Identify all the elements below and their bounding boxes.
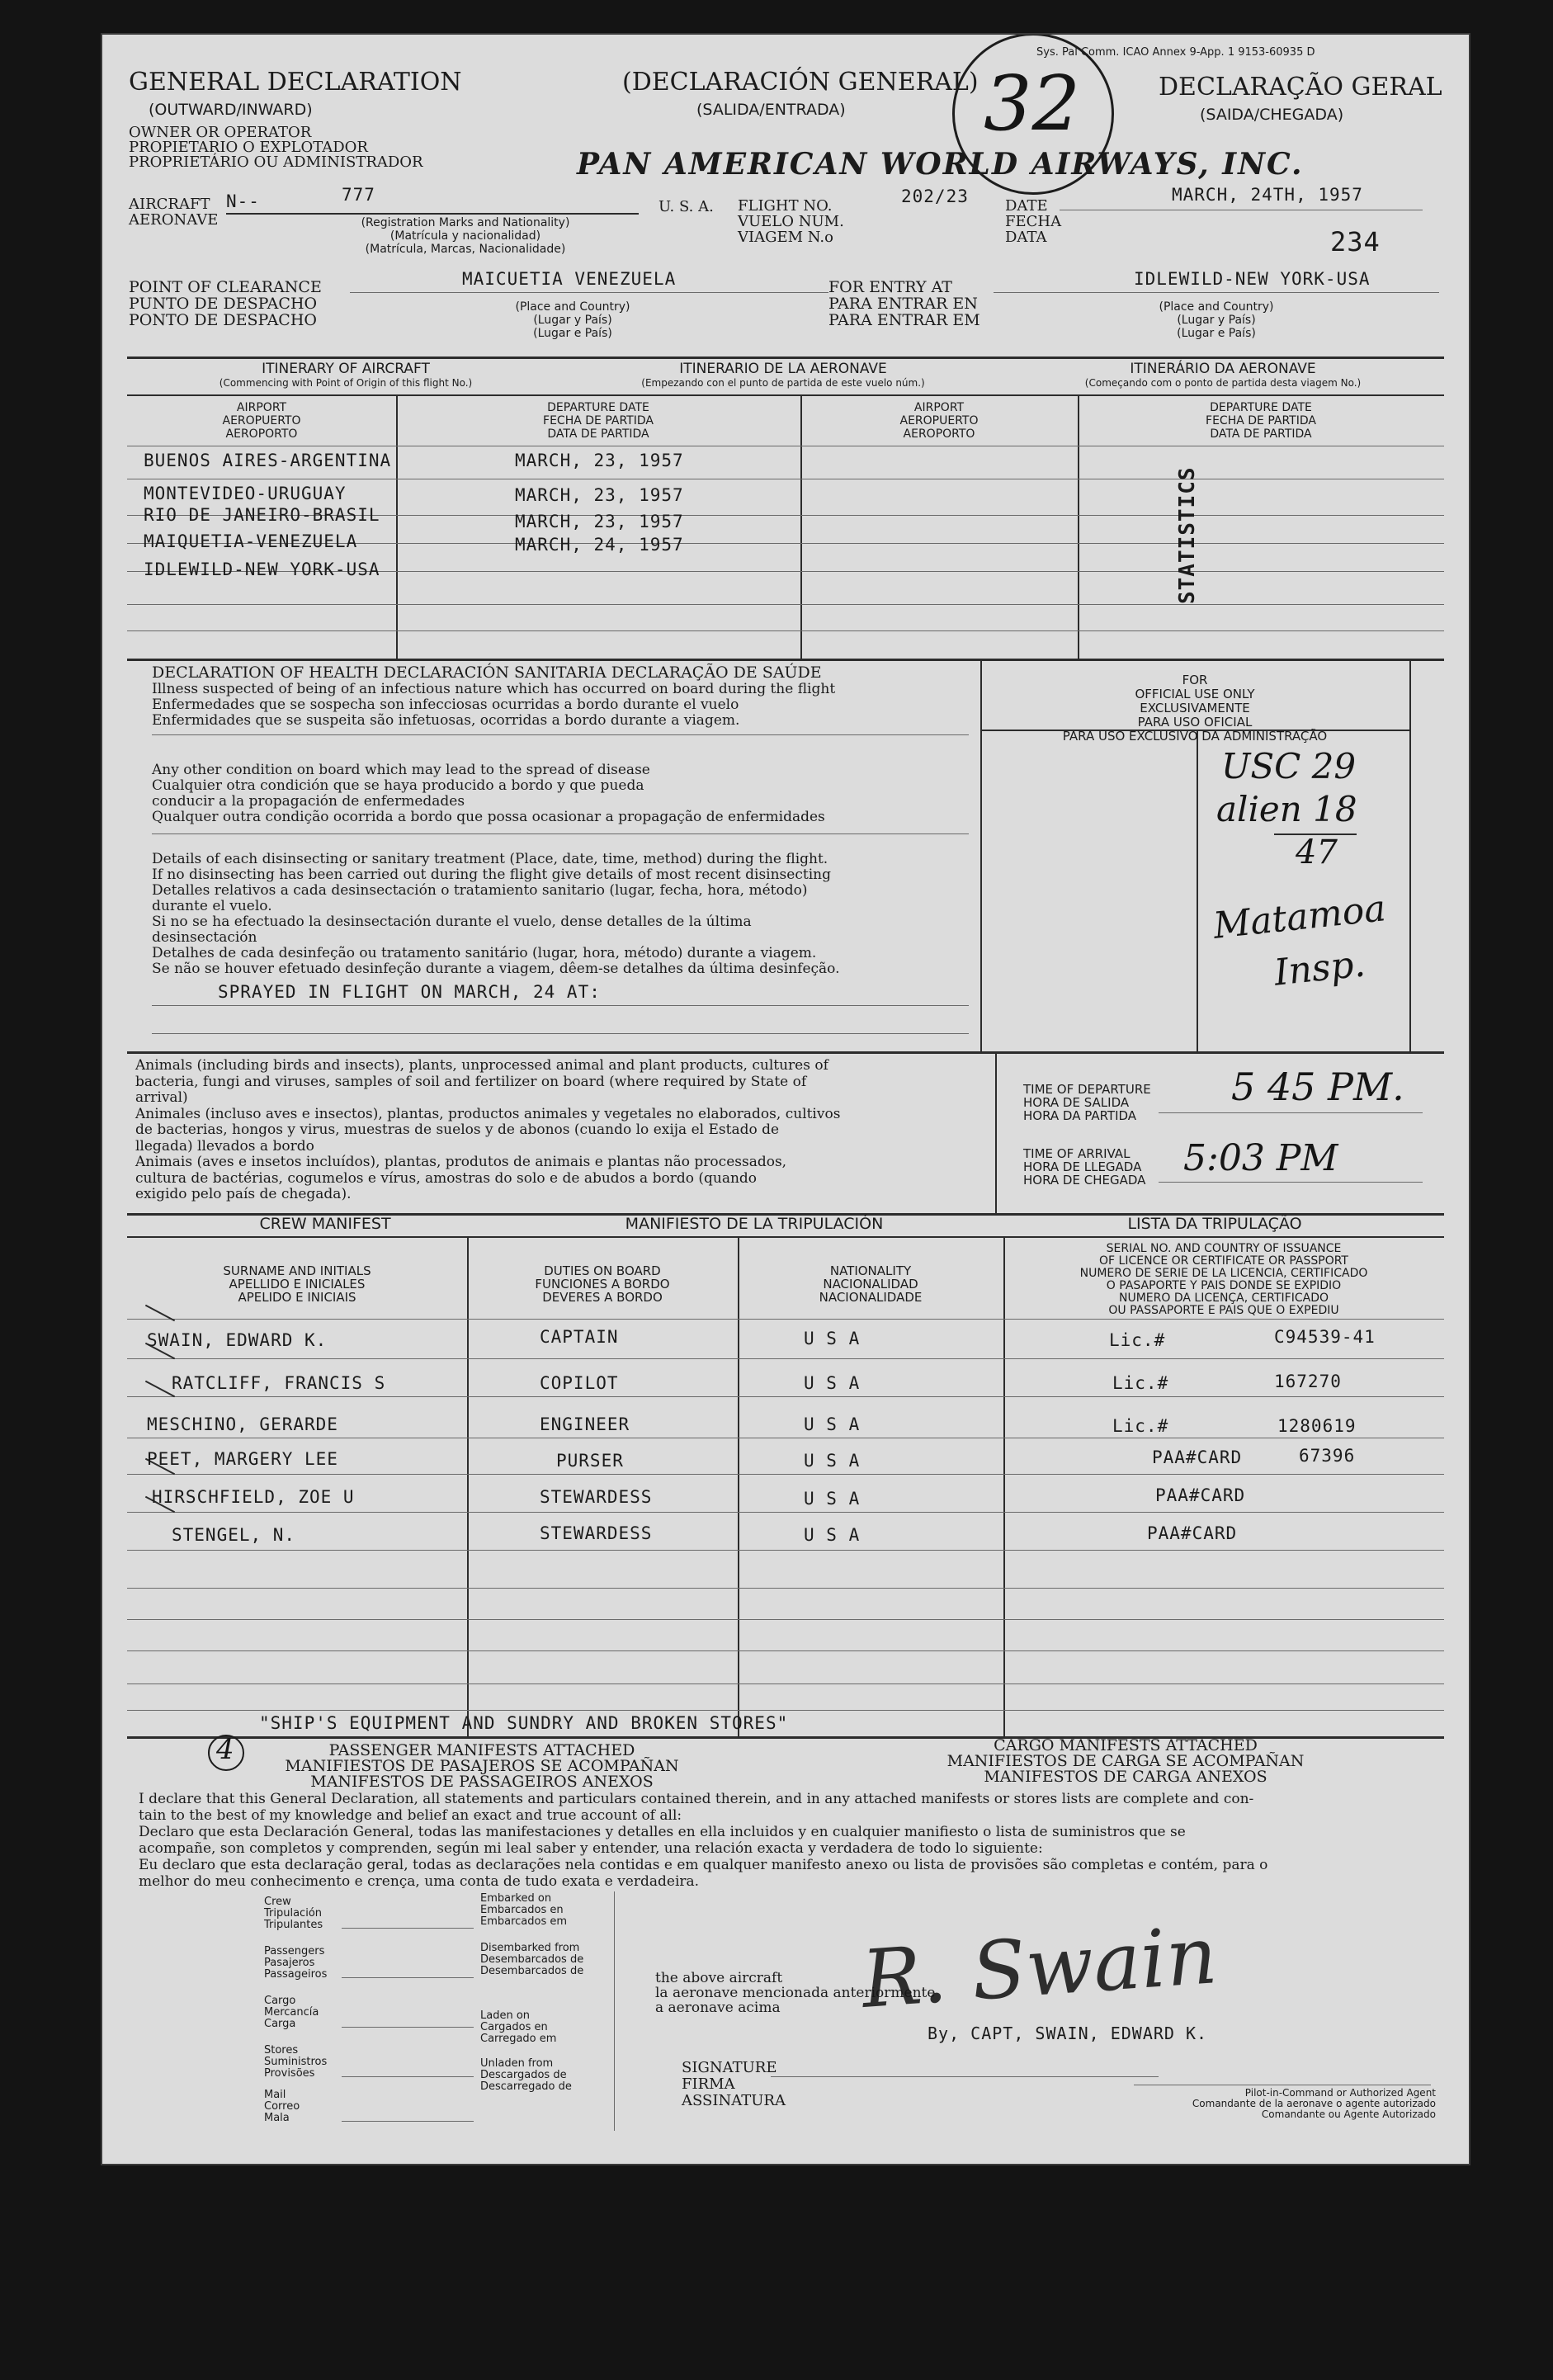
itinerary-date: MARCH, 23, 1957 xyxy=(515,512,684,531)
passenger-manifests: PASSENGER MANIFESTS ATTACHED MANIFIESTOS DE PASAJEROS SE ACOMPAÑAN MANIFESTOS DE PASSAGEIROS ANEXOS xyxy=(285,1741,679,1791)
usa-label: U. S. A. xyxy=(658,198,714,215)
crew-duty: ENGINEER xyxy=(540,1414,630,1434)
col-airport-1: AIRPORT AEROPUERTO AEROPORTO xyxy=(222,401,301,441)
subtitle-portuguese: (SAIDA/CHEGADA) xyxy=(1200,106,1344,124)
cargo-manifests: CARGO MANIFESTS ATTACHED MANIFIESTOS DE CARGA SE ACOMPAÑAN MANIFESTOS DE CARGA ANEXOS xyxy=(946,1736,1305,1786)
crew-document: PAA#CARD xyxy=(1147,1523,1238,1543)
health-title: DECLARATION OF HEALTH DECLARACIÓN SANITARIA DECLARAÇÃO DE SAÚDE xyxy=(152,663,822,682)
col-duties: DUTIES ON BOARD FUNCIONES A BORDO DEVERES A BORDO xyxy=(535,1263,670,1305)
itinerary-airport: MONTEVIDEO-URUGUAY xyxy=(144,484,347,503)
count-cargo-label: Cargo Mercancía Carga xyxy=(264,1995,319,2030)
col-serial: SERIAL NO. AND COUNTRY OF ISSUANCE OF LICENCE OR CERTIFICATE OR PASSPORT NUMERO DE SERIE DE LA LICENCIA, CERTIFICADO O PASAPORTE Y PAIS DONDE SE EXPIDIO NUMERO DA LICENÇA, CERTIFICADO OU PASSAPORTE E PAIS QUE O EXPEDIU xyxy=(1079,1242,1368,1317)
col-date-1: DEPARTURE DATE FECHA DE PARTIDA DATA DE PARTIDA xyxy=(543,401,654,441)
itinerary-heading-pt: ITINERÁRIO DA AERONAVE xyxy=(1130,361,1316,377)
official-handwriting-line-5: Insp. xyxy=(1272,942,1367,994)
count-stores-label: Stores Suministros Provisões xyxy=(264,2044,328,2080)
flight-label: FLIGHT NO. VUELO NUM. VIAGEM N.o xyxy=(738,197,844,246)
crew-nationality: U S A xyxy=(804,1489,861,1509)
arrival-time-label: TIME OF ARRIVAL HORA DE LLEGADA HORA DE CHEGADA xyxy=(1023,1146,1146,1188)
title-portuguese: DECLARAÇÃO GERAL xyxy=(1159,73,1442,102)
crew-document-number: 167270 xyxy=(1274,1372,1342,1391)
crew-name: RATCLIFF, FRANCIS S xyxy=(172,1373,386,1393)
crew-document-number: 1280619 xyxy=(1277,1416,1357,1436)
crew-name: SWAIN, EDWARD K. xyxy=(147,1330,328,1350)
crew-name: STENGEL, N. xyxy=(172,1525,296,1545)
official-use-label: FOR OFFICIAL USE ONLY EXCLUSIVAMENTE PARA USO OFICIAL PARA USO EXCLUSIVO DA ADMINISTRAÇÃO xyxy=(1062,673,1328,744)
circled-count: 4 xyxy=(216,1733,234,1766)
crew-nationality: U S A xyxy=(804,1451,861,1471)
aircraft-registration: 777 xyxy=(342,185,375,205)
captain-signature: R. Swain xyxy=(858,1909,1220,2026)
itinerary-heading-en: ITINERARY OF AIRCRAFT xyxy=(262,361,430,377)
crew-nationality: U S A xyxy=(804,1329,861,1348)
crew-nationality: U S A xyxy=(804,1414,861,1434)
itinerary-airport: BUENOS AIRES-ARGENTINA xyxy=(144,451,392,470)
registration-note: (Registration Marks and Nationality) (Matrícula y nacionalidad) (Matrícula, Marcas, Nacionalidade) xyxy=(361,216,570,256)
col-surname: SURNAME AND INITIALS APELLIDO E INICIALES APELIDO E INICIAIS xyxy=(223,1263,371,1305)
crew-name: MESCHINO, GERARDE xyxy=(147,1414,338,1434)
embarked-label: Embarked on Embarcados en Embarcados em xyxy=(480,1892,568,1928)
crew-document: Lic.# xyxy=(1112,1416,1169,1436)
entry-place-note: (Place and Country) (Lugar y País) (Lugar e País) xyxy=(1159,300,1274,340)
crew-document: PAA#CARD xyxy=(1155,1485,1246,1505)
clearance-value: MAICUETIA VENEZUELA xyxy=(462,269,677,289)
crew-name: PEET, MARGERY LEE xyxy=(147,1449,338,1469)
official-handwriting-line-3: 47 xyxy=(1296,833,1338,871)
itinerary-note-en: (Commencing with Point of Origin of this flight No.) xyxy=(219,377,473,389)
itinerary-note-es: (Empezando con el punto de partida de este vuelo núm.) xyxy=(641,377,925,389)
crew-heading-es: MANIFIESTO DE LA TRIPULACIÓN xyxy=(625,1215,884,1233)
owner-label: OWNER OR OPERATOR PROPIETARIO O EXPLOTADOR PROPRIETÁRIO OU ADMINISTRADOR xyxy=(129,124,423,171)
crew-document-number: C94539-41 xyxy=(1274,1327,1376,1347)
above-aircraft-label: the above aircraft la aeronave mencionada anteriormente a aeronave acima xyxy=(655,1970,936,2016)
date-label: DATE FECHA DATA xyxy=(1005,197,1062,246)
itinerary-date: MARCH, 23, 1957 xyxy=(515,451,684,470)
operator-name: PAN AMERICAN WORLD AIRWAYS, INC. xyxy=(577,147,1304,182)
crew-duty: STEWARDESS xyxy=(540,1523,653,1543)
signature-label: SIGNATURE FIRMA ASSINATURA xyxy=(682,2059,786,2109)
form-reference: Sys. Pal Comm. ICAO Annex 9-App. 1 9153-60935 D xyxy=(1036,46,1315,59)
pilot-authorized-note: Pilot-in-Command or Authorized Agent Comandante de la aeronave o agente autorizado Comandante ou Agente Autorizado xyxy=(1192,2087,1436,2120)
declaration-statement: I declare that this General Declaration, all statements and particulars contained therein, and in any attached manifests or stores lists are complete and con- tain to the best of my knowledge and belief an exact and true account of all: Declaro que esta Declaración General, todas las manifestaciones y detalles en ella incluidos y en cualquier manifiesto o lista de suministros que se acompañe, son completos y comprenden, según mi leal saber y entender, una relación exacta y verdadera de todo lo siguiente: Eu declaro que esta declaração geral, todas as declarações nela contidas e em qualquer manifesto anexo ou lista de provisões são completas e contém, para o melhor do meu conhecimento e crença, uma conta de tudo exata e verdadeira. xyxy=(139,1791,1268,1890)
sprayed-entry: SPRAYED IN FLIGHT ON MARCH, 24 AT: xyxy=(218,982,601,1002)
arrival-time: 5:03 PM xyxy=(1183,1137,1338,1179)
health-paragraph-disinsecting: Details of each disinsecting or sanitary treatment (Place, date, time, method) during the flight. If no disinsecting has been carried out during the flight give details of most recent disinsecting Detalles relativos a cada desinsectación o tratamiento sanitario (lugar, fecha, hora, método) durante el vuelo. Si no se ha efectuado la desinsectación durante el vuelo, dense detalles de la última desinsectación Detalhes de cada desinfeção ou tratamento sanitário (lugar, hora, método) durante a viagem. Se não se houver efetuado desinfeção durante a viagem, dêem-se detalhes da última desinfeção. xyxy=(152,851,840,977)
health-paragraph-condition: Any other condition on board which may lead to the spread of disease Cualquier otra condición que se haya producido a bordo y que pueda conducir a la propagación de enfermedades Qualquer outra condição ocorrida a bordo que possa ocasionar a propagação de enfermidades xyxy=(152,762,825,825)
subtitle-english: (OUTWARD/INWARD) xyxy=(149,101,313,119)
statistics-stamp: STATISTICS xyxy=(1175,466,1200,604)
crew-duty: PURSER xyxy=(556,1451,624,1471)
animals-paragraph: Animals (including birds and insects), plants, unprocessed animal and plant products, cultures of bacteria, fungi and viruses, samples of soil and fertilizer on board (where required by State of arrival) Animales (incluso aves e insectos), plantas, productos animales y vegetales no elaborados, cultivos de bacterias, hongos y virus, muestras de suelos y de abonos (cuando lo exija el Estado de llegada) llevados a bordo Animais (aves e insetos incluídos), plantas, produtos de animais e plantas não processados, cultura de bactérias, cogumelos e vírus, amostras do solo e de abudos a bordo (quando exigido pelo país de chegada). xyxy=(135,1057,841,1202)
itinerary-date: MARCH, 24, 1957 xyxy=(515,535,684,555)
col-date-2: DEPARTURE DATE FECHA DE PARTIDA DATA DE PARTIDA xyxy=(1206,401,1316,441)
crew-name: HIRSCHFIELD, ZOE U xyxy=(152,1487,355,1507)
col-nationality: NATIONALITY NACIONALIDAD NACIONALIDADE xyxy=(819,1263,923,1305)
flight-number: 202/23 xyxy=(901,187,969,206)
itinerary-heading-es: ITINERARIO DE LA AERONAVE xyxy=(679,361,887,377)
crew-document: Lic.# xyxy=(1109,1330,1166,1350)
itinerary-airport: MAIQUETIA-VENEZUELA xyxy=(144,531,358,551)
crew-duty: CAPTAIN xyxy=(540,1327,619,1347)
crew-document: Lic.# xyxy=(1112,1373,1169,1393)
crew-heading-en: CREW MANIFEST xyxy=(259,1215,391,1233)
itinerary-note-pt: (Começando com o ponto de partida desta viagem No.) xyxy=(1084,377,1362,389)
stamp-number: 234 xyxy=(1330,226,1381,257)
signed-by: By, CAPT, SWAIN, EDWARD K. xyxy=(928,2023,1208,2043)
health-paragraph-illness: Illness suspected of being of an infectious nature which has occurred on board during the flight Enfermedades que se sospecha son infecciosas ocurridas a bordo durante el vuelo Enfermidades que se suspeita são infetuosas, ocorridas a bordo durante a viagem. xyxy=(152,681,836,729)
crew-nationality: U S A xyxy=(804,1373,861,1393)
circled-number: 32 xyxy=(984,59,1081,148)
entry-value: IDLEWILD-NEW YORK-USA xyxy=(1134,269,1371,289)
general-declaration-sheet xyxy=(102,35,1469,2164)
declaration-date: MARCH, 24TH, 1957 xyxy=(1172,185,1363,205)
official-handwriting-line-4: Matamoa xyxy=(1211,887,1388,947)
subtitle-spanish: (SALIDA/ENTRADA) xyxy=(696,101,846,119)
disembarked-label: Disembarked from Desembarcados de Desembarcados de xyxy=(480,1942,584,1977)
itinerary-airport: RIO DE JANEIRO-BRASIL xyxy=(144,505,380,525)
departure-time-label: TIME OF DEPARTURE HORA DE SALIDA HORA DA PARTIDA xyxy=(1023,1082,1151,1123)
itinerary-date: MARCH, 23, 1957 xyxy=(515,485,684,505)
official-handwriting-line-1: USC 29 xyxy=(1221,746,1357,786)
aircraft-label: AIRCRAFT AERONAVE xyxy=(129,196,219,229)
ships-stores-line: "SHIP'S EQUIPMENT AND SUNDRY AND BROKEN STORES" xyxy=(259,1713,789,1733)
count-crew-label: Crew Tripulación Tripulantes xyxy=(264,1896,323,1931)
count-passengers-label: Passengers Pasajeros Passageiros xyxy=(264,1945,328,1981)
aircraft-prefix: N-- xyxy=(226,191,260,211)
clearance-label: POINT OF CLEARANCE PUNTO DE DESPACHO PONTO DE DESPACHO xyxy=(129,278,322,329)
title-spanish: (DECLARACIÓN GENERAL) xyxy=(622,68,979,97)
clearance-place-note: (Place and Country) (Lugar y País) (Lugar e País) xyxy=(515,300,630,340)
title-english: GENERAL DECLARATION xyxy=(129,68,462,97)
crew-duty: STEWARDESS xyxy=(540,1487,653,1507)
entry-label: FOR ENTRY AT PARA ENTRAR EN PARA ENTRAR EM xyxy=(828,278,980,329)
crew-document-number: 67396 xyxy=(1299,1446,1356,1466)
unladen-label: Unladen from Descargados de Descarregado de xyxy=(480,2057,572,2093)
crew-document: PAA#CARD xyxy=(1152,1447,1243,1467)
departure-time: 5 45 PM. xyxy=(1231,1065,1404,1109)
crew-nationality: U S A xyxy=(804,1525,861,1545)
col-airport-2: AIRPORT AEROPUERTO AEROPORTO xyxy=(899,401,979,441)
count-mail-label: Mail Correo Mala xyxy=(264,2089,300,2124)
crew-duty: COPILOT xyxy=(540,1373,619,1393)
laden-label: Laden on Cargados en Carregado em xyxy=(480,2009,557,2045)
crew-heading-pt: LISTA DA TRIPULAÇÃO xyxy=(1127,1215,1302,1233)
itinerary-airport: IDLEWILD-NEW YORK-USA xyxy=(144,560,380,579)
official-handwriting-line-2: alien 18 xyxy=(1216,789,1357,829)
